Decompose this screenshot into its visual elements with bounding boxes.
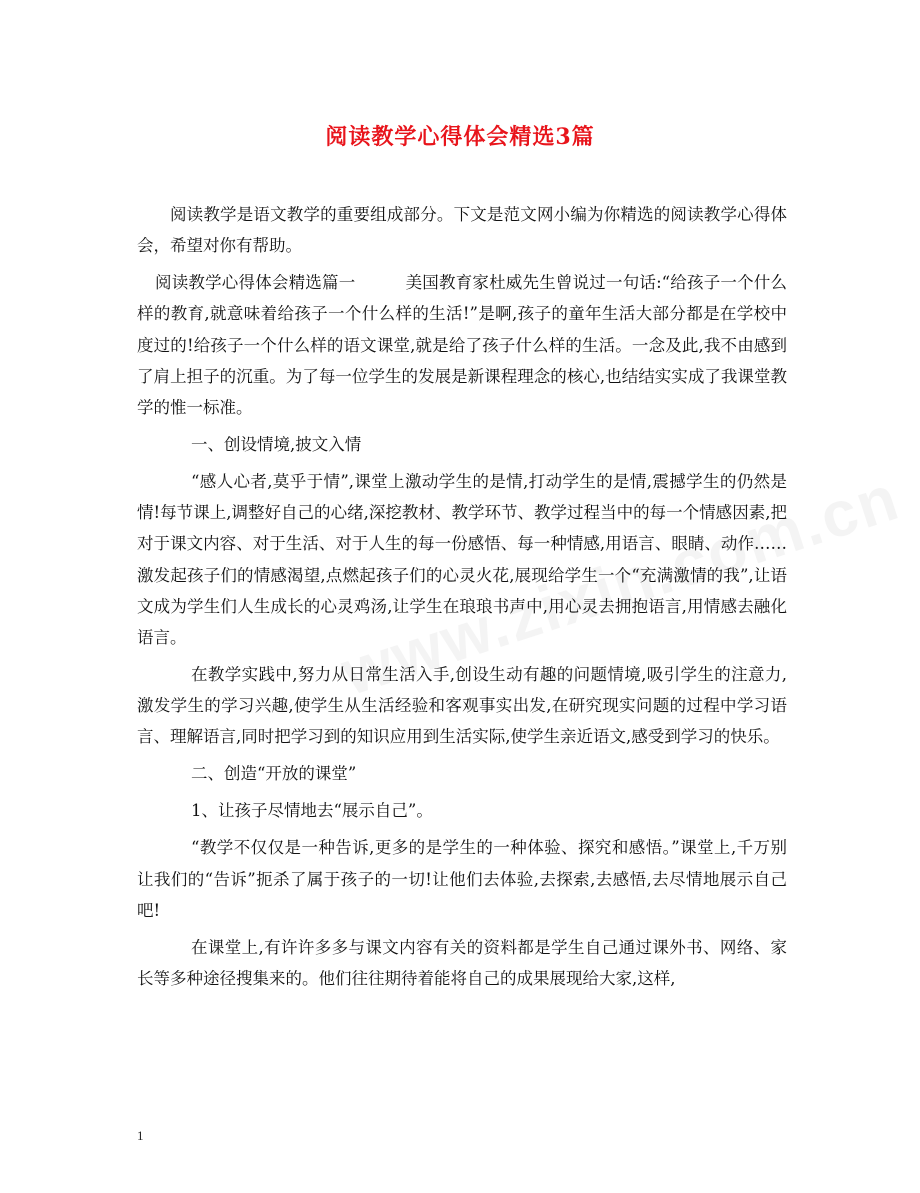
heading-text: 一、创设情境,披文入情 xyxy=(191,435,362,455)
section-heading xyxy=(137,429,787,460)
paragraph xyxy=(137,267,787,423)
heading-text: 二、创造“开放的课堂” xyxy=(191,764,357,784)
paragraph-text: 在教学实践中,努力从日常生活入手,创设生动有趣的问题情境,吸引学生的注意力,激发学生的学习兴趣,使学生从生活经验和客观事实出发,在研究现实问题的过程中学习语言、理解语言,同时把学习到的知识应用到生活实际,使学生亲近语文,感受到学习的快乐。 xyxy=(137,665,787,747)
page-number: 1 xyxy=(137,1128,144,1143)
paragraph-text: “感人心者,莫乎于情”,课堂上激动学生的是情,打动学生的是情,震撼学生的仍然是情!每节课上,调整好自己的心绪,深挖教材、教学环节、教学过程当中的每一个情感因素,把对于课文内容、对于生活、对于人生的每一份感悟、每一种情感,用语言、眼睛、动作……激发起孩子们的情感渴望,点燃起孩子们的心灵火花,展现给学生一个“充满激情的我”,让语文成为学生们人生成长的心灵鸡汤,让学生在琅琅书声中,用心灵去拥抱语言,用情感去融化语言。 xyxy=(137,472,787,648)
paragraph xyxy=(137,832,787,926)
paragraph-text: 美国教育家杜威先生曾说过一句话:“给孩子一个什么样的教育,就意味着给孩子一个什么样的生活!”是啊,孩子的童年生活大部分都是在学校中度过的!给孩子一个什么样的语文课堂,就是给了孩子什么样的生活。一念及此,我不由感到了肩上担子的沉重。为了每一位学生的发展是新课程理念的核心,也结结实实成了我课堂教学的惟一标准。 xyxy=(137,273,788,418)
section-heading xyxy=(137,758,787,789)
paragraph xyxy=(137,932,787,994)
paragraph xyxy=(137,466,787,653)
document-title: 阅读教学心得体会精选3篇 xyxy=(325,124,595,150)
section-lead: 阅读教学心得体会精选篇一 xyxy=(155,273,356,293)
heading-text: 1、让孩子尽情地去“展示自己”。 xyxy=(191,801,433,821)
paragraph-text: 阅读教学是语文教学的重要组成部分。下文是范文网小编为你精选的阅读教学心得体会，希望对你有帮助。 xyxy=(137,205,787,256)
document-body xyxy=(137,199,787,1000)
paragraph xyxy=(137,199,787,261)
paragraph xyxy=(137,659,787,753)
paragraph-text: 在课堂上,有许许多多与课文内容有关的资料都是学生自己通过课外书、网络、家长等多种途径搜集来的。他们往往期待着能将自己的成果展现给大家,这样, xyxy=(137,937,787,989)
subsection-heading xyxy=(137,795,787,826)
paragraph-text: “教学不仅仅是一种告诉,更多的是学生的一种体验、探究和感悟。”课堂上,千万别让我们的“告诉”扼杀了属于孩子的一切!让他们去体验,去探索,去感悟,去尽情地展示自己吧! xyxy=(137,838,787,920)
